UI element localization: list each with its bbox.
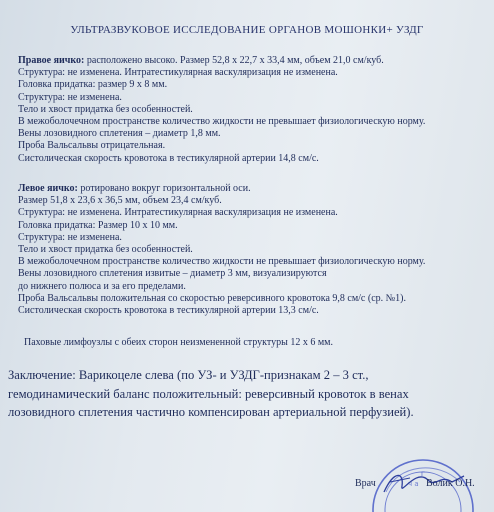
left-line-0: Левое яичко: ротировано вокруг горизонтальной оси. bbox=[18, 183, 251, 194]
left-line-9: Проба Вальсальвы положительная со скоростью реверсивного кровотока 9,8 см/с (ср. №1). bbox=[18, 292, 407, 304]
conclusion bbox=[8, 366, 488, 422]
lymph-nodes-note: Паховые лимфоузлы с обеих сторон неизмененной структуры 12 х 6 мм. bbox=[24, 337, 333, 348]
right-line-0: Правое яичко: расположено высоко. Размер 52,8 х 22,7 х 33,4 мм, объем 21,0 см/куб. bbox=[18, 55, 384, 66]
right-line-6: Вены лозовидного сплетения – диаметр 1,8 мм. bbox=[18, 128, 221, 140]
right-label: Правое яичко: bbox=[18, 55, 85, 66]
right-line-8: Систолическая скорость кровотока в тестикулярной артерии 14,8 см/с. bbox=[18, 152, 319, 164]
report-title: УЛЬТРАЗВУКОВОЕ ИССЛЕДОВАНИЕ ОРГАНОВ МОШОНКИ+ УЗДГ bbox=[70, 24, 424, 36]
conclusion-line-2: лозовидного сплетения частично компенсирован артериальной перфузией). bbox=[8, 405, 414, 419]
right-line-3: Структура: не изменена. bbox=[18, 91, 122, 103]
left-line-2: Структура: не изменена. Интратестикулярная васкуляризация не изменена. bbox=[18, 207, 338, 219]
right-line-4: Тело и хвост придатка без особенностей. bbox=[18, 103, 193, 115]
left-line-10: Систолическая скорость кровотока в тестикулярной артерии 13,3 см/с. bbox=[18, 305, 319, 317]
left-label: Левое яичко: bbox=[18, 183, 78, 194]
doctor-name: Волик О.Н. bbox=[426, 478, 475, 489]
doctor-label: Врач bbox=[355, 478, 376, 489]
right-testicle-section bbox=[18, 55, 488, 165]
left-line-5: Тело и хвост придатка без особенностей. bbox=[18, 244, 193, 256]
right-line-5: В межоболочечном пространстве количество жидкости не превышает физиологическую норму. bbox=[18, 116, 426, 128]
conclusion-line-1: гемодинамический баланс положительный: реверсивный кровоток в венах bbox=[8, 386, 409, 401]
right-line-7: Проба Вальсальвы отрицательная. bbox=[18, 140, 166, 152]
right-line-2: Головка придатка: размер 9 х 8 мм. bbox=[18, 79, 168, 91]
left-line-3: Головка придатка: Размер 10 х 10 мм. bbox=[18, 219, 178, 231]
left-line-6: В межоболочечном пространстве количество жидкости не превышает физиологическую норму. bbox=[18, 256, 426, 268]
left-line-8: до нижнего полюса и за его пределами. bbox=[18, 280, 186, 292]
svg-text:г: г bbox=[420, 469, 426, 478]
right-line-1: Структура: не изменена. Интратестикулярная васкуляризация не изменена. bbox=[18, 67, 338, 79]
left-line-4: Структура: не изменена. bbox=[18, 231, 122, 243]
left-testicle-section bbox=[18, 183, 488, 317]
left-line-7: Вены лозовидного сплетения извитые – диаметр 3 мм, визуализируются bbox=[18, 268, 327, 280]
conclusion-line-0: Заключение: Варикоцеле слева (по УЗ- и УЗДГ-признакам 2 – 3 ст., bbox=[8, 368, 369, 382]
svg-text:ч а: ч а bbox=[408, 480, 419, 488]
left-line-1: Размер 51,8 х 23,6 х 36,5 мм, объем 23,4 см/куб. bbox=[18, 195, 222, 207]
